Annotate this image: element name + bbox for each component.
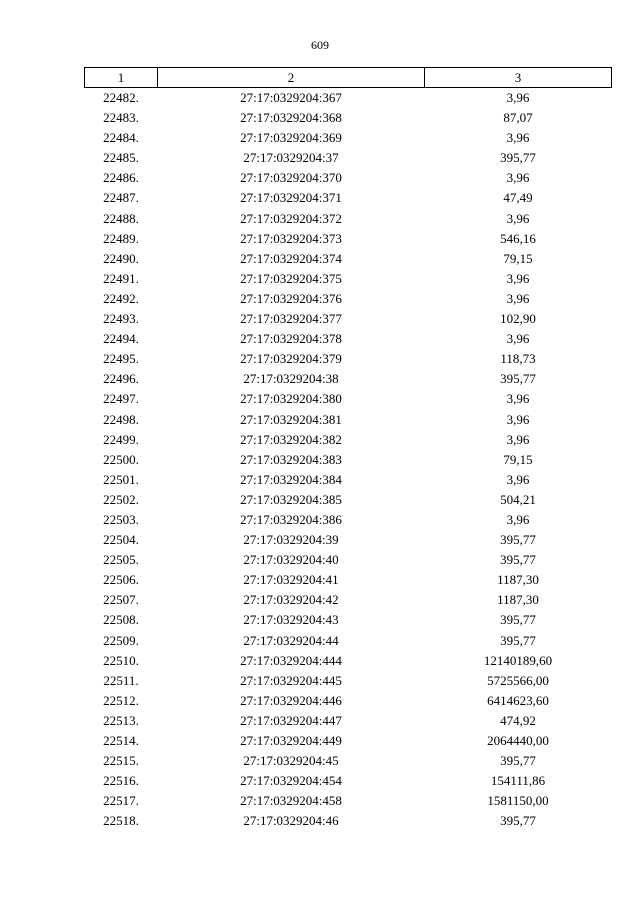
value-cell: 5725566,00 bbox=[487, 672, 549, 688]
row-number-cell: 22517. bbox=[103, 793, 139, 809]
value-cell: 79,15 bbox=[503, 250, 533, 266]
value-cell: 154111,86 bbox=[490, 773, 546, 789]
cadastral-id-cell: 27:17:0329204:446 bbox=[240, 692, 342, 708]
table-row bbox=[85, 771, 612, 791]
value-cell: 474,92 bbox=[500, 712, 536, 728]
cadastral-id-cell: 27:17:0329204:444 bbox=[240, 652, 342, 668]
value-cell: 504,21 bbox=[500, 491, 536, 507]
table-row bbox=[85, 510, 612, 530]
cadastral-id-cell: 27:17:0329204:45 bbox=[243, 753, 339, 769]
table-row bbox=[85, 188, 612, 208]
table-row bbox=[85, 450, 612, 470]
cadastral-id-cell: 27:17:0329204:367 bbox=[240, 90, 342, 105]
value-cell: 3,96 bbox=[506, 270, 530, 286]
row-number-cell: 22500. bbox=[103, 451, 139, 467]
row-number-cell: 22512. bbox=[103, 692, 139, 708]
row-number-cell: 22498. bbox=[103, 411, 139, 427]
row-number-cell: 22510. bbox=[103, 652, 139, 668]
cadastral-id-cell: 27:17:0329204:447 bbox=[240, 712, 342, 728]
value-cell: 2064440,00 bbox=[487, 733, 549, 748]
table-row bbox=[85, 249, 612, 269]
table-row bbox=[85, 209, 612, 229]
table-row bbox=[85, 269, 612, 289]
row-number-cell: 22487. bbox=[103, 190, 139, 206]
row-number-cell: 22508. bbox=[103, 612, 139, 628]
row-number-cell: 22483. bbox=[103, 110, 139, 126]
value-cell: 1187,30 bbox=[497, 592, 539, 608]
row-number-cell: 22494. bbox=[103, 331, 139, 347]
row-number-cell: 22504. bbox=[103, 532, 139, 548]
row-number-cell: 22506. bbox=[103, 572, 139, 588]
value-cell: 395,77 bbox=[500, 612, 536, 628]
cadastral-id-cell: 27:17:0329204:375 bbox=[240, 270, 342, 286]
cadastral-id-cell: 27:17:0329204:42 bbox=[243, 592, 339, 608]
value-cell: 3,96 bbox=[506, 210, 530, 226]
table-row bbox=[85, 88, 612, 109]
table-row bbox=[85, 530, 612, 550]
table-row bbox=[85, 490, 612, 510]
cadastral-id-cell: 27:17:0329204:383 bbox=[240, 451, 342, 467]
table-row bbox=[85, 590, 612, 610]
value-cell: 395,77 bbox=[500, 632, 536, 648]
value-cell: 118,73 bbox=[500, 351, 536, 367]
row-number-cell: 22501. bbox=[103, 471, 139, 487]
table-row bbox=[85, 389, 612, 409]
cadastral-id-cell: 27:17:0329204:370 bbox=[240, 170, 342, 186]
value-cell: 3,96 bbox=[506, 290, 530, 306]
registry-table bbox=[84, 67, 612, 831]
cadastral-id-cell: 27:17:0329204:379 bbox=[240, 351, 342, 367]
value-cell: 395,77 bbox=[500, 371, 536, 387]
cadastral-id-cell: 27:17:0329204:378 bbox=[240, 331, 342, 347]
value-cell: 395,77 bbox=[500, 813, 536, 829]
cadastral-id-cell: 27:17:0329204:380 bbox=[240, 391, 342, 407]
table-row bbox=[85, 369, 612, 389]
row-number-cell: 22484. bbox=[103, 130, 139, 146]
row-number-cell: 22493. bbox=[103, 311, 139, 327]
table-row bbox=[85, 148, 612, 168]
cadastral-id-cell: 27:17:0329204:376 bbox=[240, 290, 342, 306]
table-row bbox=[85, 671, 612, 691]
value-cell: 395,77 bbox=[500, 150, 536, 166]
cadastral-id-cell: 27:17:0329204:372 bbox=[240, 210, 342, 226]
row-number-cell: 22486. bbox=[103, 170, 139, 186]
table-row bbox=[85, 168, 612, 188]
cadastral-id-cell: 27:17:0329204:374 bbox=[240, 250, 342, 266]
table-row bbox=[85, 128, 612, 148]
table-body bbox=[85, 88, 612, 832]
cadastral-id-cell: 27:17:0329204:381 bbox=[240, 411, 342, 427]
value-cell: 1187,30 bbox=[497, 572, 539, 588]
cadastral-id-cell: 27:17:0329204:40 bbox=[243, 552, 339, 568]
value-cell: 546,16 bbox=[500, 230, 536, 246]
table-row bbox=[85, 550, 612, 570]
cadastral-id-cell: 27:17:0329204:368 bbox=[240, 110, 342, 126]
table-row bbox=[85, 470, 612, 490]
cadastral-id-cell: 27:17:0329204:386 bbox=[240, 511, 342, 527]
value-cell: 3,96 bbox=[506, 471, 530, 487]
value-cell: 12140189,60 bbox=[483, 652, 553, 668]
row-number-cell: 22503. bbox=[103, 511, 139, 527]
value-cell: 3,96 bbox=[506, 170, 530, 186]
table-row bbox=[85, 751, 612, 771]
column-header-cadastral-id: 2 bbox=[158, 68, 425, 88]
value-cell: 102,90 bbox=[500, 311, 536, 327]
cadastral-id-cell: 27:17:0329204:39 bbox=[243, 532, 339, 548]
table-row bbox=[85, 329, 612, 349]
row-number-cell: 22491. bbox=[103, 270, 139, 286]
cadastral-id-cell: 27:17:0329204:382 bbox=[240, 431, 342, 447]
value-cell: 395,77 bbox=[500, 532, 536, 548]
value-cell: 87,07 bbox=[503, 110, 533, 126]
row-number-cell: 22489. bbox=[103, 230, 139, 246]
cadastral-id-cell: 27:17:0329204:38 bbox=[243, 371, 339, 387]
header-row bbox=[85, 68, 612, 88]
row-number-cell: 22513. bbox=[103, 712, 139, 728]
cadastral-id-cell: 27:17:0329204:445 bbox=[240, 672, 342, 688]
table-row bbox=[85, 108, 612, 128]
value-cell: 3,96 bbox=[506, 431, 530, 447]
value-cell: 47,49 bbox=[503, 190, 533, 206]
table-header bbox=[85, 68, 612, 88]
cadastral-id-cell: 27:17:0329204:43 bbox=[243, 612, 339, 628]
cadastral-id-cell: 27:17:0329204:454 bbox=[240, 773, 342, 789]
table-row bbox=[85, 349, 612, 369]
value-cell: 395,77 bbox=[500, 753, 536, 769]
table-row bbox=[85, 289, 612, 309]
table-row bbox=[85, 711, 612, 731]
value-cell: 3,96 bbox=[506, 391, 530, 407]
table-row bbox=[85, 410, 612, 430]
table-row bbox=[85, 791, 612, 811]
table-row bbox=[85, 731, 612, 751]
value-cell: 3,96 bbox=[506, 90, 530, 105]
value-cell: 3,96 bbox=[506, 331, 530, 347]
value-cell: 6414623,60 bbox=[487, 692, 549, 708]
value-cell: 3,96 bbox=[506, 511, 530, 527]
value-cell: 395,77 bbox=[500, 552, 536, 568]
cadastral-id-cell: 27:17:0329204:44 bbox=[243, 632, 339, 648]
row-number-cell: 22516. bbox=[103, 773, 139, 789]
table-row bbox=[85, 691, 612, 711]
table-row bbox=[85, 309, 612, 329]
row-number-cell: 22482. bbox=[103, 90, 139, 105]
value-cell: 79,15 bbox=[503, 451, 533, 467]
row-number-cell: 22511. bbox=[103, 672, 139, 688]
row-number-cell: 22499. bbox=[103, 431, 139, 447]
row-number-cell: 22488. bbox=[103, 210, 139, 226]
row-number-cell: 22496. bbox=[103, 371, 139, 387]
page-number: 609 bbox=[311, 38, 329, 52]
row-number-cell: 22497. bbox=[103, 391, 139, 407]
cadastral-id-cell: 27:17:0329204:371 bbox=[240, 190, 342, 206]
cadastral-id-cell: 27:17:0329204:373 bbox=[240, 230, 342, 246]
row-number-cell: 22490. bbox=[103, 250, 139, 266]
table-row bbox=[85, 570, 612, 590]
table-row bbox=[85, 430, 612, 450]
row-number-cell: 22507. bbox=[103, 592, 139, 608]
cadastral-id-cell: 27:17:0329204:449 bbox=[240, 733, 342, 748]
row-number-cell: 22515. bbox=[103, 753, 139, 769]
cadastral-id-cell: 27:17:0329204:458 bbox=[240, 793, 342, 809]
value-cell: 3,96 bbox=[506, 411, 530, 427]
table-row bbox=[85, 229, 612, 249]
table-row bbox=[85, 651, 612, 671]
cadastral-id-cell: 27:17:0329204:41 bbox=[243, 572, 339, 588]
row-number-cell: 22492. bbox=[103, 290, 139, 306]
column-header-value: 3 bbox=[425, 68, 612, 88]
row-number-cell: 22505. bbox=[103, 552, 139, 568]
table-row bbox=[85, 811, 612, 831]
cadastral-id-cell: 27:17:0329204:37 bbox=[243, 150, 339, 166]
table-row bbox=[85, 610, 612, 630]
row-number-cell: 22495. bbox=[103, 351, 139, 367]
value-cell: 1581150,00 bbox=[487, 793, 549, 809]
cadastral-id-cell: 27:17:0329204:46 bbox=[243, 813, 339, 829]
row-number-cell: 22514. bbox=[103, 733, 139, 748]
row-number-cell: 22502. bbox=[103, 491, 139, 507]
cadastral-id-cell: 27:17:0329204:384 bbox=[240, 471, 342, 487]
row-number-cell: 22518. bbox=[103, 813, 139, 829]
cadastral-id-cell: 27:17:0329204:377 bbox=[240, 311, 342, 327]
cadastral-id-cell: 27:17:0329204:385 bbox=[240, 491, 342, 507]
row-number-cell: 22485. bbox=[103, 150, 139, 166]
row-number-cell: 22509. bbox=[103, 632, 139, 648]
table-row bbox=[85, 631, 612, 651]
column-header-number: 1 bbox=[85, 68, 158, 88]
cadastral-id-cell: 27:17:0329204:369 bbox=[240, 130, 342, 146]
value-cell: 3,96 bbox=[506, 130, 530, 146]
